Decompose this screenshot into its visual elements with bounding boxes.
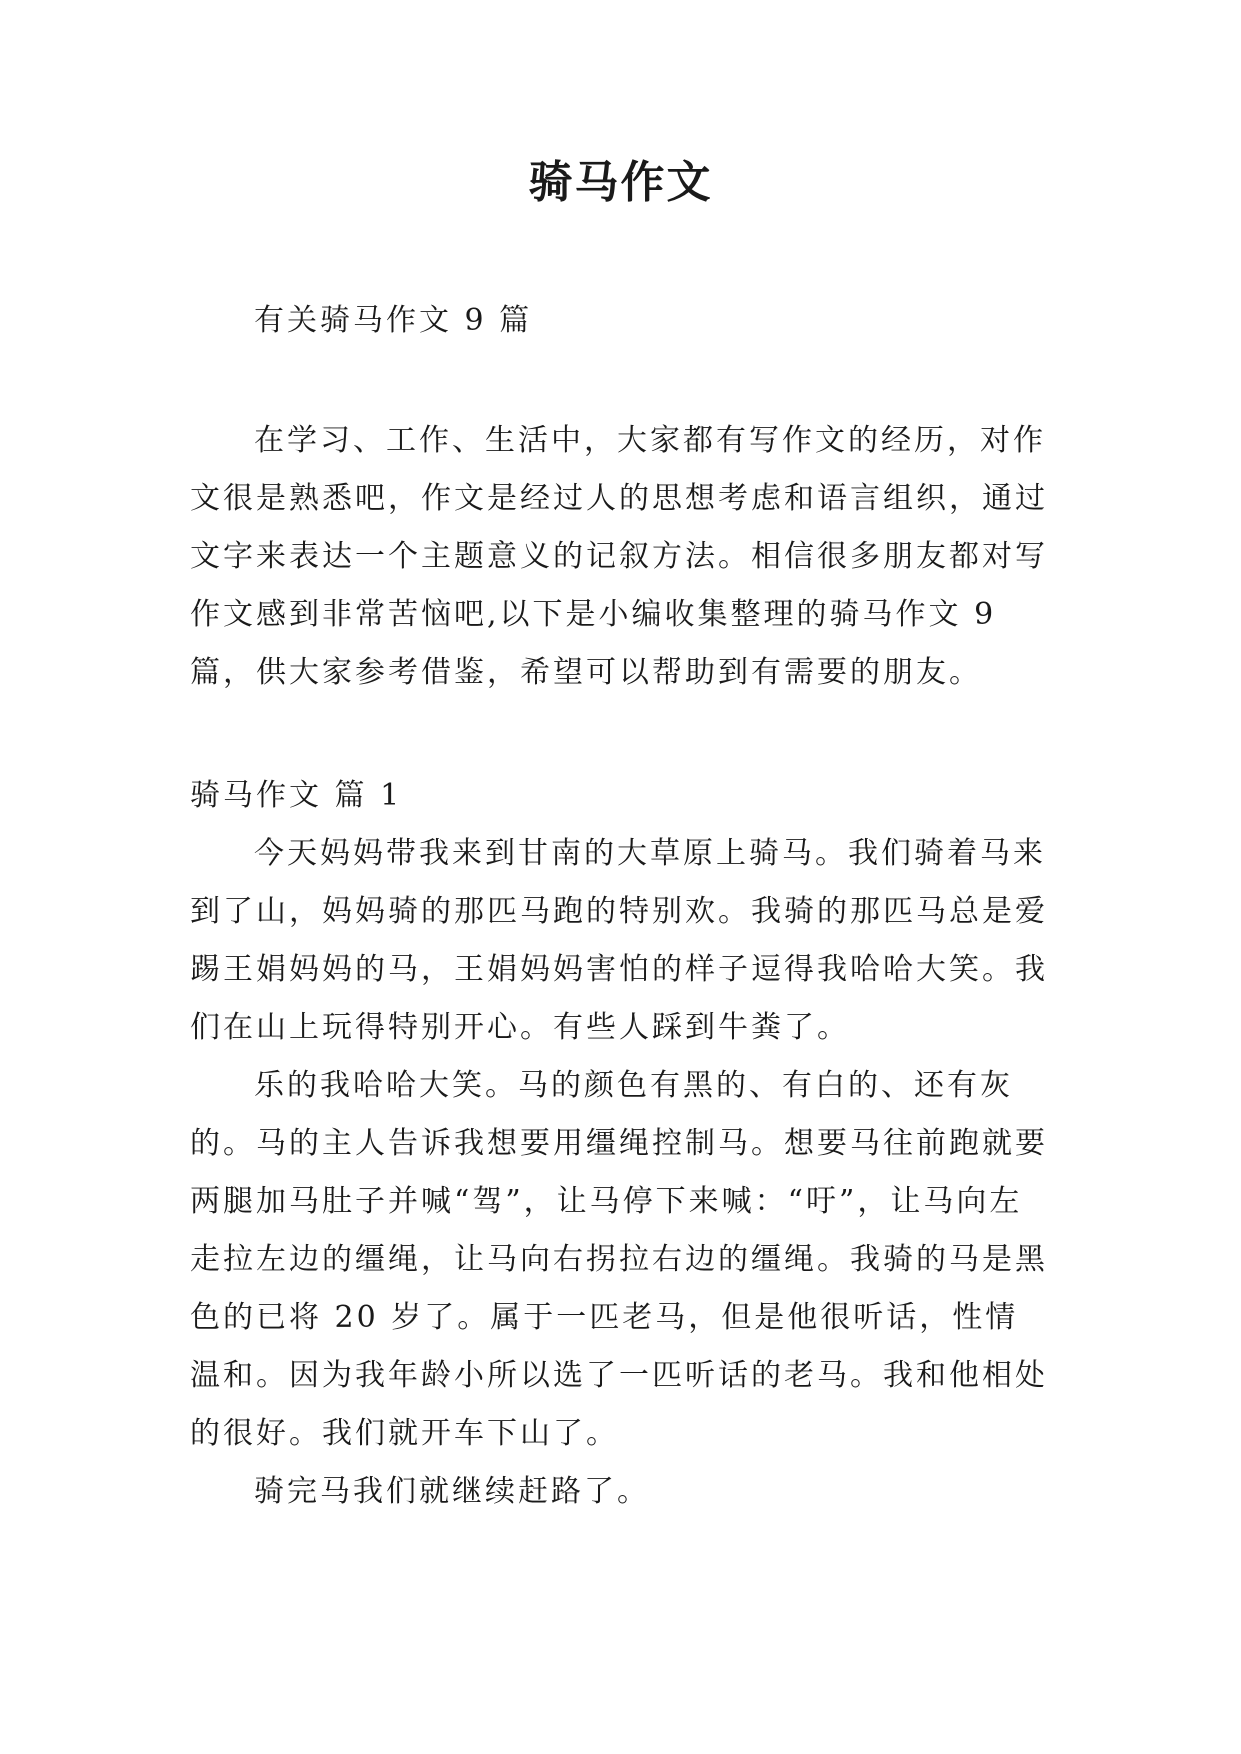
document-subtitle: 有关骑马作文 9 篇 xyxy=(254,303,533,338)
document-body xyxy=(190,292,1050,1521)
section-heading: 骑马作文 篇 1 xyxy=(190,778,403,813)
body-paragraph-1: 今天妈妈带我来到甘南的大草原上骑马。我们骑着马来到了山，妈妈骑的那匹马跑的特别欢。我骑的那匹马总是爱踢王娟妈妈的马，王娟妈妈害怕的样子逗得我哈哈大笑。我们在山上玩得特别开心。有些人踩到牛粪了。 xyxy=(190,836,1048,1045)
intro-paragraph: 在学习、工作、生活中，大家都有写作文的经历，对作文很是熟悉吧，作文是经过人的思想考虑和语言组织，通过文字来表达一个主题意义的记叙方法。相信很多朋友都对写作文感到非常苦恼吧,以下是小编收集整理的骑马作文 9 篇，供大家参考借鉴，希望可以帮助到有需要的朋友。 xyxy=(190,423,1048,690)
body-paragraph-3: 骑完马我们就继续赶路了。 xyxy=(254,1474,650,1509)
document-title: 骑马作文 xyxy=(528,157,713,208)
body-paragraph-2: 乐的我哈哈大笑。马的颜色有黑的、有白的、还有灰的。马的主人告诉我想要用缰绳控制马。想要马往前跑就要两腿加马肚子并喊“驾”，让马停下来喊：“吁”，让马向左走拉左边的缰绳，让马向右拐拉右边的缰绳。我骑的马是黑色的已将 20 岁了。属于一匹老马，但是他很听话，性情温和。因为我年龄小所以选了一匹听话的老马。我和他相处的很好。我们就开车下山了。 xyxy=(190,1068,1048,1451)
